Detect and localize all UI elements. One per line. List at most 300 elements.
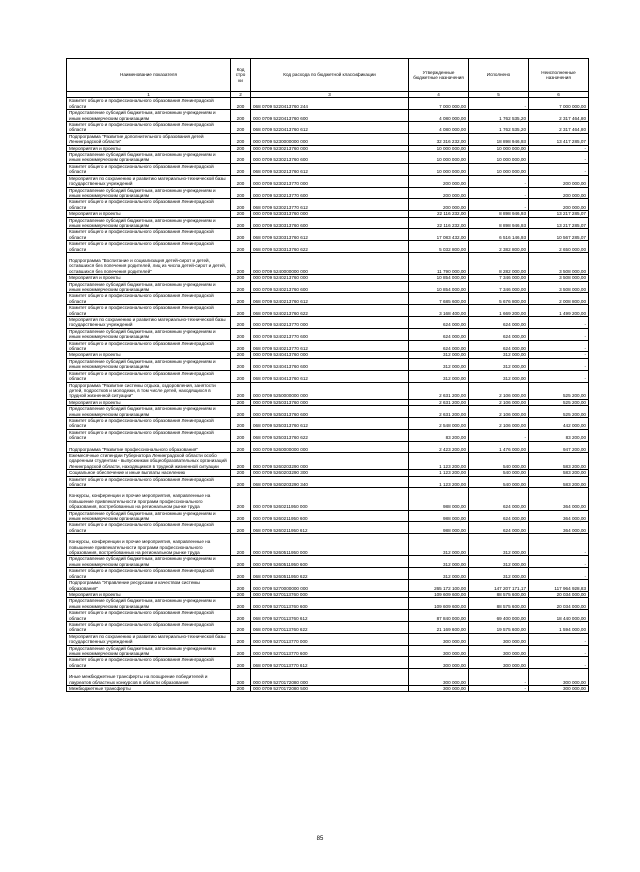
row-line-code: 200 [231, 633, 251, 645]
table-row [67, 452, 589, 469]
row-classification-code: 000 0709 5240000000 000 [251, 252, 409, 274]
row-name: Конкурсы, конференции и прочие мероприятия, направленные на повышение привлекательности программ профессионального образования, востребованных на региональном рынке труда [67, 488, 231, 510]
row-name: Мероприятия по сохранению и развитию материально-технической базы государственных учреждений [67, 317, 231, 329]
row-unexecuted: - [529, 145, 589, 151]
row-executed: 1 762 535,20 [469, 122, 529, 134]
row-unexecuted: 200 000,00 [529, 187, 589, 199]
row-executed: 10 000 000,00 [469, 152, 529, 164]
row-line-code: 200 [231, 591, 251, 597]
row-classification-code: 000 0709 5250313760 000 [251, 399, 409, 405]
row-executed: 312 000,00 [469, 352, 529, 358]
row-classification-code: 000 0709 5270172080 500 [251, 686, 409, 692]
table-row [67, 152, 589, 164]
row-name: Мероприятия и проекты [67, 352, 231, 358]
row-name: Социальное обеспечение и иные выплаты населению [67, 470, 231, 476]
row-unexecuted: 20 034 000,00 [529, 598, 589, 610]
row-unexecuted: 583 200,00 [529, 452, 589, 469]
row-name: Комитет общего и профессионального образования Ленинградской области [67, 417, 231, 429]
row-classification-code: 068 0709 5240213770 612 [251, 340, 409, 352]
row-line-code: 200 [231, 621, 251, 633]
row-executed: 300 000,00 [469, 645, 529, 657]
row-line-code: 200 [231, 382, 251, 399]
row-classification-code: 000 0709 5260511950 600 [251, 556, 409, 568]
row-executed: 540 000,00 [469, 476, 529, 488]
row-name: Предоставление субсидий бюджетным, автономным учреждениям и иным некоммерческим организациям [67, 281, 231, 293]
row-name: Ежемесячные стипендии Губернатора Ленинградской области особо одаренным студентам - выпускникам общеобразовательных организаций Ленинградской области, находящимся в трудной жизненной ситуации [67, 452, 231, 469]
row-name: Комитет общего и профессионального образования Ленинградской области [67, 476, 231, 488]
row-executed: 312 000,00 [469, 370, 529, 382]
row-executed: - [469, 98, 529, 110]
table-row [67, 358, 589, 370]
row-unexecuted: 83 200,00 [529, 429, 589, 441]
row-classification-code: 000 0709 5240213760 600 [251, 281, 409, 293]
row-executed: 8 282 000,00 [469, 252, 529, 274]
row-unexecuted: - [529, 340, 589, 352]
row-executed: - [469, 686, 529, 692]
row-unexecuted: - [529, 556, 589, 568]
row-classification-code: 000 0709 5270113760 600 [251, 598, 409, 610]
table-row [67, 669, 589, 686]
row-name: Мероприятия и проекты [67, 145, 231, 151]
row-line-code: 200 [231, 122, 251, 134]
row-approved: 1 123 200,00 [409, 452, 469, 469]
row-line-code: 200 [231, 610, 251, 622]
row-approved: 2 631 200,00 [409, 406, 469, 418]
row-line-code: 200 [231, 199, 251, 211]
row-line-code: 200 [231, 145, 251, 151]
row-line-code: 200 [231, 175, 251, 187]
row-unexecuted: 2 317 464,80 [529, 110, 589, 122]
row-classification-code: 068 0709 5230313760 612 [251, 229, 409, 241]
row-approved: 10 000 000,00 [409, 163, 469, 175]
row-classification-code: 000 0709 5230213760 000 [251, 145, 409, 151]
row-executed: 10 000 000,00 [469, 163, 529, 175]
row-executed: 624 000,00 [469, 317, 529, 329]
row-name: Подпрограмма "Воспитание и социализация детей-сирот и детей, оставшихся без попечения родителей, лиц из числа детей-сирот и детей, оставшихся без попечения родителей" [67, 252, 231, 274]
row-classification-code: 000 0709 5230213760 600 [251, 152, 409, 164]
row-approved: 200 000,00 [409, 187, 469, 199]
row-approved: 5 032 800,00 [409, 241, 469, 253]
row-unexecuted: 442 000,00 [529, 417, 589, 429]
row-classification-code: 000 0709 5260211950 600 [251, 510, 409, 522]
row-approved: 109 609 600,00 [409, 591, 469, 597]
header-name: Наименование показателя [67, 59, 231, 92]
row-approved: 624 000,00 [409, 317, 469, 329]
table-row [67, 241, 589, 253]
table-row [67, 510, 589, 522]
row-classification-code: 068 0709 5220413760 612 [251, 122, 409, 134]
row-line-code: 200 [231, 217, 251, 229]
row-approved: 312 000,00 [409, 534, 469, 556]
row-unexecuted: 2 650 000,00 [529, 241, 589, 253]
table-row [67, 187, 589, 199]
row-line-code: 200 [231, 317, 251, 329]
row-name: Комитет общего и профессионального образования Ленинградской области [67, 199, 231, 211]
row-unexecuted: 13 217 285,07 [529, 217, 589, 229]
row-unexecuted: 2 008 800,00 [529, 293, 589, 305]
table-row [67, 305, 589, 317]
row-line-code: 200 [231, 152, 251, 164]
row-name: Комитет общего и профессионального образования Ленинградской области [67, 568, 231, 580]
row-name: Комитет общего и профессионального образования Ленинградской области [67, 98, 231, 110]
row-classification-code: 068 0709 5270113760 622 [251, 621, 409, 633]
row-classification-code: 068 0709 5240213760 622 [251, 305, 409, 317]
row-approved: 312 000,00 [409, 358, 469, 370]
column-number: 5 [469, 92, 529, 98]
row-executed: 312 000,00 [469, 556, 529, 568]
row-executed: 300 000,00 [469, 657, 529, 669]
row-line-code: 200 [231, 645, 251, 657]
row-name: Комитет общего и профессионального образования Ленинградской области [67, 241, 231, 253]
row-executed: 300 000,00 [469, 633, 529, 645]
table-row [67, 657, 589, 669]
row-unexecuted: 10 567 285,07 [529, 229, 589, 241]
row-unexecuted: - [529, 152, 589, 164]
row-approved: 4 080 000,00 [409, 110, 469, 122]
row-approved: 10 854 000,00 [409, 281, 469, 293]
table-row [67, 580, 589, 592]
table-row [67, 281, 589, 293]
row-approved: 988 000,00 [409, 488, 469, 510]
row-line-code: 200 [231, 657, 251, 669]
column-number: 2 [231, 92, 251, 98]
row-executed: 1 669 200,00 [469, 305, 529, 317]
table-row [67, 229, 589, 241]
row-name: Конкурсы, конференции и прочие мероприятия, направленные на повышение привлекательности программ профессионального образования, востребованных на региональном рынке труда [67, 534, 231, 556]
row-approved: 83 200,00 [409, 429, 469, 441]
row-name: Комитет общего и профессионального образования Ленинградской области [67, 122, 231, 134]
table-row [67, 382, 589, 399]
row-line-code: 200 [231, 470, 251, 476]
table-row [67, 598, 589, 610]
table-row [67, 163, 589, 175]
row-line-code: 200 [231, 241, 251, 253]
row-approved: 200 000,00 [409, 199, 469, 211]
row-executed: - [469, 175, 529, 187]
header-approved: Утвержденные бюджетные назначения [409, 59, 469, 92]
row-classification-code: 000 0709 5270172080 000 [251, 669, 409, 686]
row-executed: 540 000,00 [469, 470, 529, 476]
row-approved: 11 790 000,00 [409, 252, 469, 274]
row-unexecuted: 3 508 000,00 [529, 275, 589, 281]
row-line-code: 200 [231, 187, 251, 199]
row-executed: 312 000,00 [469, 568, 529, 580]
row-name: Иные межбюджетные трансферты на поощрение победителей и лауреатов областных конкурсов в области образования [67, 669, 231, 686]
table-row [67, 686, 589, 692]
row-unexecuted: 1 594 000,00 [529, 621, 589, 633]
table-row [67, 133, 589, 145]
table-row [67, 175, 589, 187]
row-approved: 312 000,00 [409, 352, 469, 358]
row-line-code: 200 [231, 510, 251, 522]
row-name: Предоставление субсидий бюджетным, автономным учреждениям и иным некоммерческим организациям [67, 110, 231, 122]
row-unexecuted: 117 964 928,83 [529, 580, 589, 592]
row-unexecuted: 300 000,00 [529, 686, 589, 692]
row-unexecuted: 364 000,00 [529, 510, 589, 522]
table-row [67, 645, 589, 657]
row-name: Комитет общего и профессионального образования Ленинградской области [67, 163, 231, 175]
row-executed: 1 762 535,20 [469, 110, 529, 122]
row-name: Межбюджетные трансферты [67, 686, 231, 692]
row-approved: 300 000,00 [409, 686, 469, 692]
table-row [67, 340, 589, 352]
row-approved: 2 548 000,00 [409, 417, 469, 429]
row-line-code: 200 [231, 417, 251, 429]
budget-execution-table [66, 58, 589, 692]
row-classification-code: 000 0709 5220413760 600 [251, 110, 409, 122]
row-executed: 69 400 000,00 [469, 610, 529, 622]
row-name: Комитет общего и профессионального образования Ленинградской области [67, 340, 231, 352]
header-unexecuted: Неисполненные назначения [529, 59, 589, 92]
row-unexecuted: 2 317 464,80 [529, 122, 589, 134]
row-classification-code: 000 0709 5230313760 600 [251, 217, 409, 229]
row-unexecuted: - [529, 568, 589, 580]
row-name: Мероприятия и проекты [67, 275, 231, 281]
row-classification-code: 000 0709 5230000000 000 [251, 133, 409, 145]
row-executed: 624 000,00 [469, 488, 529, 510]
row-unexecuted: 3 508 000,00 [529, 281, 589, 293]
row-unexecuted: 364 000,00 [529, 522, 589, 534]
row-name: Комитет общего и профессионального образования Ленинградской области [67, 429, 231, 441]
row-approved: 2 631 200,00 [409, 382, 469, 399]
row-name: Комитет общего и профессионального образования Ленинградской области [67, 522, 231, 534]
row-executed: 18 898 946,93 [469, 133, 529, 145]
row-name: Мероприятия и проекты [67, 399, 231, 405]
row-executed: 1 476 000,00 [469, 441, 529, 452]
row-executed: 8 898 946,93 [469, 211, 529, 217]
row-unexecuted: 525 200,00 [529, 406, 589, 418]
row-approved: 624 000,00 [409, 340, 469, 352]
table-row [67, 370, 589, 382]
row-name: Мероприятия по сохранению и развитию материально-технической базы государственных учреждений [67, 633, 231, 645]
row-classification-code: 000 0709 5240413760 600 [251, 358, 409, 370]
row-name: Комитет общего и профессионального образования Ленинградской области [67, 229, 231, 241]
row-name: Мероприятия и проекты [67, 211, 231, 217]
row-approved: 312 000,00 [409, 568, 469, 580]
table-row [67, 417, 589, 429]
row-approved: 32 316 232,00 [409, 133, 469, 145]
row-name: Мероприятия по сохранению и развитию материально-технической базы государственных учреждений [67, 175, 231, 187]
row-unexecuted: 18 440 000,00 [529, 610, 589, 622]
row-approved: 10 000 000,00 [409, 152, 469, 164]
table-row [67, 98, 589, 110]
row-line-code: 200 [231, 370, 251, 382]
table-row [67, 328, 589, 340]
row-approved: 21 169 600,00 [409, 621, 469, 633]
row-approved: 988 000,00 [409, 522, 469, 534]
row-line-code: 200 [231, 534, 251, 556]
row-unexecuted: 583 200,00 [529, 476, 589, 488]
row-line-code: 200 [231, 328, 251, 340]
row-approved: 312 000,00 [409, 370, 469, 382]
row-name: Предоставление субсидий бюджетным, автономным учреждениям и иным некоммерческим организациям [67, 358, 231, 370]
row-unexecuted: 13 417 285,07 [529, 133, 589, 145]
table-body [67, 98, 589, 692]
row-executed: 312 000,00 [469, 534, 529, 556]
row-classification-code: 068 0709 5230213770 612 [251, 199, 409, 211]
row-unexecuted: - [529, 370, 589, 382]
row-name: Комитет общего и профессионального образования Ленинградской области [67, 621, 231, 633]
row-executed: 624 000,00 [469, 328, 529, 340]
row-executed: 2 106 000,00 [469, 399, 529, 405]
row-line-code: 200 [231, 441, 251, 452]
row-line-code: 200 [231, 476, 251, 488]
row-classification-code: 068 0709 5250313760 612 [251, 417, 409, 429]
row-unexecuted: 200 000,00 [529, 199, 589, 211]
row-approved: 300 000,00 [409, 657, 469, 669]
row-name: Предоставление субсидий бюджетным, автономным учреждениям и иным некоммерческим организациям [67, 152, 231, 164]
row-name: Подпрограмма "Развитие дополнительного образования детей Ленинградской области" [67, 133, 231, 145]
row-approved: 300 000,00 [409, 669, 469, 686]
table-row [67, 522, 589, 534]
row-unexecuted: 947 200,00 [529, 441, 589, 452]
row-line-code: 200 [231, 556, 251, 568]
row-line-code: 200 [231, 163, 251, 175]
row-approved: 22 116 232,00 [409, 211, 469, 217]
row-classification-code: 000 0709 5260203290 000 [251, 452, 409, 469]
row-classification-code: 000 0709 5230213770 000 [251, 175, 409, 187]
row-line-code: 200 [231, 275, 251, 281]
row-unexecuted: 525 200,00 [529, 399, 589, 405]
table-row [67, 488, 589, 510]
row-unexecuted: 300 000,00 [529, 669, 589, 686]
row-unexecuted: 1 499 200,00 [529, 305, 589, 317]
row-classification-code: 000 0709 5240213760 000 [251, 275, 409, 281]
row-name: Комитет общего и профессионального образования Ленинградской области [67, 610, 231, 622]
row-approved: 300 000,00 [409, 633, 469, 645]
row-name: Подпрограмма "Развитие профессионального образования" [67, 441, 231, 452]
row-classification-code: 068 0709 5230213760 612 [251, 163, 409, 175]
column-number: 6 [529, 92, 589, 98]
row-unexecuted: 364 000,00 [529, 488, 589, 510]
row-classification-code: 000 0709 5260211950 000 [251, 488, 409, 510]
row-executed: - [469, 669, 529, 686]
row-classification-code: 000 0709 5270000000 000 [251, 580, 409, 592]
row-approved: 1 123 200,00 [409, 470, 469, 476]
row-executed: 7 346 000,00 [469, 281, 529, 293]
row-line-code: 200 [231, 488, 251, 510]
row-classification-code: 068 0709 5230313760 622 [251, 241, 409, 253]
row-approved: 624 000,00 [409, 328, 469, 340]
table-row [67, 110, 589, 122]
row-line-code: 200 [231, 598, 251, 610]
table-row [67, 441, 589, 452]
row-executed: - [469, 187, 529, 199]
header-classification-code: Код расхода по бюджетной классификации [251, 59, 409, 92]
row-classification-code: 000 0709 5260000000 000 [251, 441, 409, 452]
report-sheet [66, 58, 588, 692]
row-approved: 300 000,00 [409, 645, 469, 657]
row-executed: 10 000 000,00 [469, 145, 529, 151]
row-executed: 7 346 000,00 [469, 275, 529, 281]
row-line-code: 200 [231, 340, 251, 352]
row-executed: 88 575 600,00 [469, 598, 529, 610]
row-approved: 3 168 400,00 [409, 305, 469, 317]
row-executed: 2 106 000,00 [469, 417, 529, 429]
row-unexecuted: 525 200,00 [529, 382, 589, 399]
header-line-code: Код стро ки [231, 59, 251, 92]
row-approved: 10 000 000,00 [409, 145, 469, 151]
row-line-code: 200 [231, 669, 251, 686]
row-name: Комитет общего и профессионального образования Ленинградской области [67, 293, 231, 305]
row-executed: 312 000,00 [469, 358, 529, 370]
table-header-row [67, 59, 589, 92]
row-line-code: 200 [231, 358, 251, 370]
row-approved: 7 000 000,00 [409, 98, 469, 110]
table-row [67, 476, 589, 488]
row-executed: 147 207 171,17 [469, 580, 529, 592]
row-approved: 4 080 000,00 [409, 122, 469, 134]
row-line-code: 200 [231, 406, 251, 418]
row-unexecuted: - [529, 645, 589, 657]
row-name: Предоставление субсидий бюджетным, автономным учреждениям и иным некоммерческим организациям [67, 598, 231, 610]
row-executed: 2 382 800,00 [469, 241, 529, 253]
row-unexecuted: 3 508 000,00 [529, 252, 589, 274]
row-line-code: 200 [231, 399, 251, 405]
table-row [67, 429, 589, 441]
row-line-code: 200 [231, 686, 251, 692]
row-unexecuted: - [529, 633, 589, 645]
row-approved: 22 116 232,00 [409, 217, 469, 229]
row-unexecuted: - [529, 358, 589, 370]
table-row [67, 293, 589, 305]
row-classification-code: 000 0709 5230313760 000 [251, 211, 409, 217]
row-unexecuted: 7 000 000,00 [529, 98, 589, 110]
table-row [67, 252, 589, 274]
row-executed: - [469, 429, 529, 441]
row-approved: 1 123 200,00 [409, 476, 469, 488]
table-row [67, 568, 589, 580]
row-executed: 2 106 000,00 [469, 382, 529, 399]
column-number: 4 [409, 92, 469, 98]
row-unexecuted: 20 034 000,00 [529, 591, 589, 597]
row-name: Мероприятия и проекты [67, 591, 231, 597]
row-name: Комитет общего и профессионального образования Ленинградской области [67, 370, 231, 382]
row-line-code: 200 [231, 305, 251, 317]
row-classification-code: 068 0709 5240213760 612 [251, 293, 409, 305]
row-classification-code: 000 0709 5230213770 600 [251, 187, 409, 199]
column-number: 1 [67, 92, 231, 98]
row-line-code: 200 [231, 98, 251, 110]
row-name: Предоставление субсидий бюджетным, автономным учреждениям и иным некоммерческим организациям [67, 645, 231, 657]
row-name: Предоставление субсидий бюджетным, автономным учреждениям и иным некоммерческим организациям [67, 187, 231, 199]
row-line-code: 200 [231, 293, 251, 305]
row-executed: 624 000,00 [469, 340, 529, 352]
row-unexecuted: - [529, 317, 589, 329]
row-approved: 265 172 100,00 [409, 580, 469, 592]
row-unexecuted: - [529, 657, 589, 669]
row-approved: 988 000,00 [409, 510, 469, 522]
row-name: Предоставление субсидий бюджетным, автономным учреждениям и иным некоммерческим организациям [67, 510, 231, 522]
row-line-code: 200 [231, 580, 251, 592]
row-unexecuted: - [529, 328, 589, 340]
row-executed: 624 000,00 [469, 522, 529, 534]
row-line-code: 200 [231, 252, 251, 274]
row-unexecuted: 583 200,00 [529, 470, 589, 476]
row-classification-code: 000 0709 5260203290 300 [251, 470, 409, 476]
table-row [67, 610, 589, 622]
table-row [67, 199, 589, 211]
row-classification-code: 068 0709 5220413760 244 [251, 98, 409, 110]
row-classification-code: 000 0709 5260511950 000 [251, 534, 409, 556]
row-classification-code: 068 0709 5260511950 622 [251, 568, 409, 580]
column-number: 3 [251, 92, 409, 98]
row-name: Предоставление субсидий бюджетным, автономным учреждениям и иным некоммерческим организациям [67, 406, 231, 418]
row-approved: 87 840 000,00 [409, 610, 469, 622]
row-approved: 10 854 000,00 [409, 275, 469, 281]
row-classification-code: 000 0709 5270113770 600 [251, 645, 409, 657]
row-approved: 109 609 600,00 [409, 598, 469, 610]
